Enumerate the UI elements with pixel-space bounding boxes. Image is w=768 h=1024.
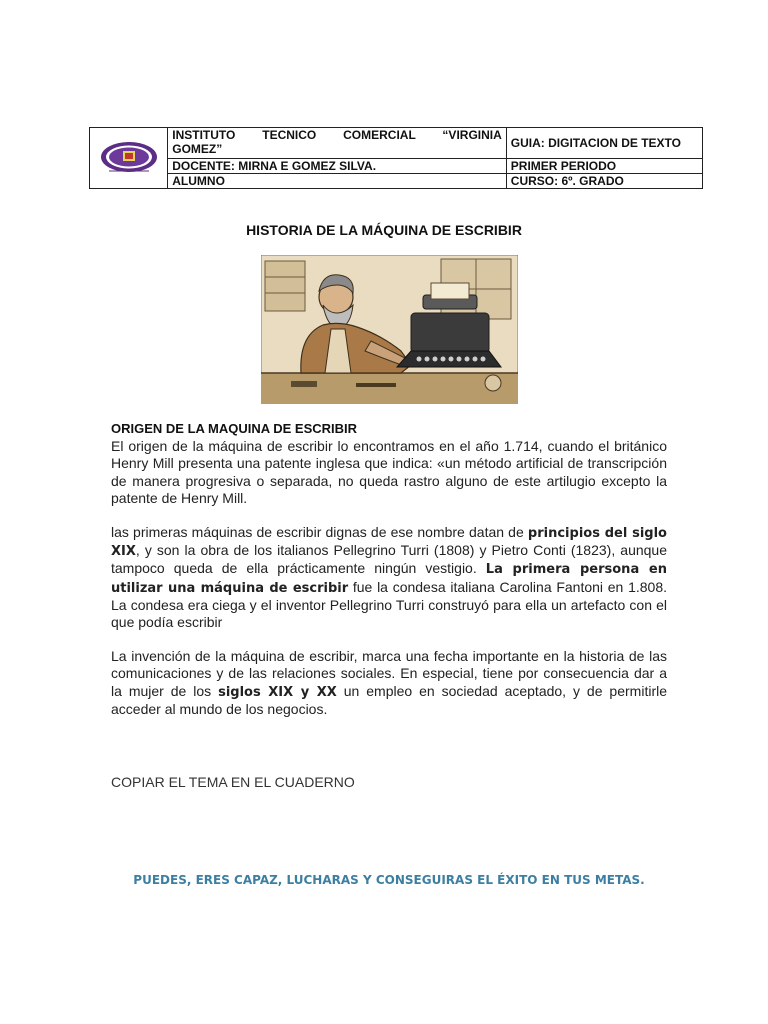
paragraph-3-text: La invención de la máquina de escribir, marca una fecha importante en la historia de las comunicaciones y de las relaciones sociales. En especial, tiene por consecuencia dar a la mujer de los [111, 648, 667, 699]
motivational-motto: PUEDES, ERES CAPAZ, LUCHARAS Y CONSEGUIRAS EL ÉXITO EN TUS METAS. [133, 873, 645, 887]
institute-name-line2: GOMEZ” [172, 142, 223, 156]
paragraph-2 [111, 524, 667, 631]
guide-cell [506, 128, 702, 159]
paragraph-3-text: un empleo en sociedad aceptado, y de permitirle acceder al mundo de los negocios. [111, 682, 667, 717]
paragraph-2-bold: La primera persona en utilizar una máquina de escribir [111, 562, 667, 596]
institute-name-cell [168, 128, 507, 159]
paragraph-2-text: , y son la obra de los italianos Pellegrino Turri (1808) y Pietro Conti (1823), aunque tampoco queda de ella prácticamente ningún vestigio. [111, 542, 667, 577]
section-heading: ORIGEN DE LA MAQUINA DE ESCRIBIR [111, 421, 358, 436]
paragraph-3 [111, 648, 667, 718]
paragraph-2-text: fue la condesa italiana Carolina Fantoni en 1.808. La condesa era ciega y el inventor Pellegrino Turri construyó para ella un artefacto con el que podía escribir [111, 578, 667, 631]
institute-name-line1: INSTITUTO TECNICO COMERCIAL “VIRGINIA [172, 128, 502, 142]
teacher-label: DOCENTE: MIRNA E GOMEZ SILVA. [172, 159, 377, 173]
logo-cell [90, 128, 168, 189]
paragraph-2-text: las primeras máquinas de escribir dignas de ese nombre datan de [111, 524, 528, 541]
school-crest-icon [99, 139, 159, 175]
paragraph-2-bold: principios del siglo XIX [111, 526, 667, 560]
course-label: CURSO: 6º. GRADO [510, 174, 624, 188]
student-label: ALUMNO [172, 174, 225, 188]
main-content [111, 420, 667, 735]
header-table [89, 127, 703, 189]
copy-instruction: COPIAR EL TEMA EN EL CUADERNO [111, 774, 355, 790]
course-cell [506, 174, 702, 189]
teacher-cell [168, 159, 507, 174]
page-title: HISTORIA DE LA MÁQUINA DE ESCRIBIR [246, 222, 522, 238]
paragraph-3-bold: siglos XIX y XX [218, 684, 337, 700]
guide-label: GUIA: DIGITACION DE TEXTO [510, 136, 682, 150]
paragraph-1: El origen de la máquina de escribir lo encontramos en el año 1.714, cuando el británico Henry Mill presenta una patente inglesa que indica: «un método artificial de transcripción de manera progresiva o separada, no queda rastro alguno de este artilugio excepto la patente de Henry Mill. [111, 438, 667, 506]
typewriter-inventor-illustration [261, 255, 518, 404]
period-label: PRIMER PERIODO [510, 159, 617, 173]
student-cell [168, 174, 507, 189]
period-cell [506, 159, 702, 174]
